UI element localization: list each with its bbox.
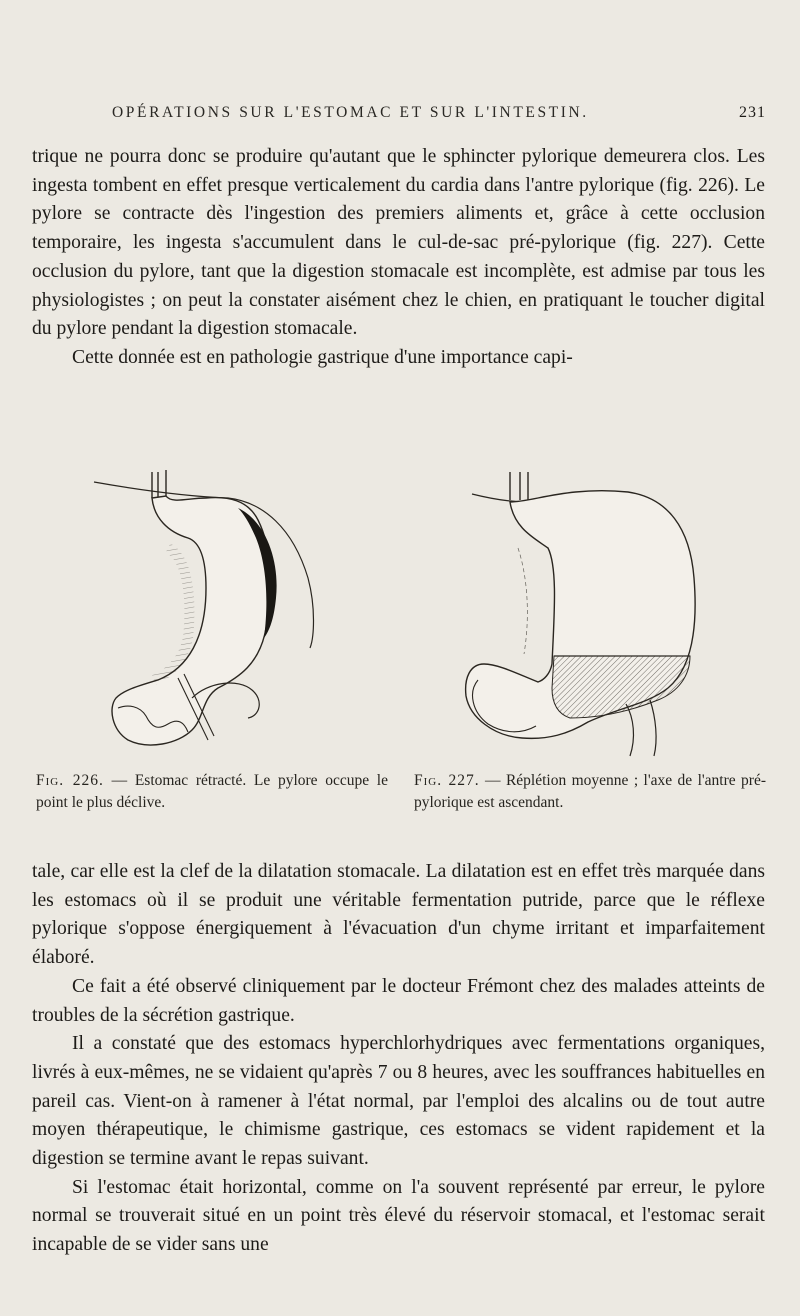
paragraph: tale, car elle est la clef de la dilatation stomacale. La dilatation est en effet très marquée dans les estomacs où il se produit une véritable fermentation putride, parce que le réflexe pylorique s'oppose énergiquement à l'évacuation d'un chyme irritant et imparfaitement élaboré.: [32, 861, 765, 969]
paragraph: Si l'estomac était horizontal, comme on l'a souvent représenté par erreur, le pylore normal se trouverait situé en un point très élevé du réservoir stomacal, et l'estomac serait incapable de se vider sans une: [32, 1176, 765, 1256]
figure-caption-text: — Estomac rétracté. Le pylore occupe le point le plus déclive.: [36, 772, 388, 811]
figure-227-caption: [414, 770, 766, 814]
paragraph: Il a constaté que des estomacs hyperchlorhydriques avec fermentations organiques, livrés à eux-mêmes, ne se vidaient qu'après 7 ou 8 heures, avec les souffrances habituelles en pareil cas. Vient-on à ramener à l'état normal, par l'emploi des alcalins ou de tout autre moyen thérapeutique, le chimisme gastrique, ces estomacs se vident rapidement et la digestion se termine avant le repas suivant.: [32, 1033, 765, 1170]
figure-label: Fig. 227.: [414, 772, 480, 789]
body-text-top: [32, 143, 765, 373]
figure-226-illustration: [88, 468, 328, 758]
figure-label: Fig. 226.: [36, 772, 104, 789]
paragraph: trique ne pourra donc se produire qu'autant que le sphincter pylorique demeurera clos. Les ingesta tombent en effet presque verticalement du cardia dans l'antre pylorique (fig. 226). Le pylore se contracte dès l'ingestion des premiers aliments et, grâce à cette occlusion temporaire, les ingesta s'accumulent dans le cul-de-sac pré-pylorique (fig. 227). Cette occlusion du pylore, tant que la digestion stomacale est incomplète, est admise par tous les physiologistes ; on peut la constater aisément chez le chien, en pratiquant le toucher digital du pylore pendant la digestion stomacale.: [32, 146, 765, 340]
paragraph: Ce fait a été observé cliniquement par le docteur Frémont chez des malades atteints de troubles de la sécrétion gastrique.: [32, 975, 765, 1026]
running-head: [32, 104, 768, 128]
figure-226-caption: [36, 770, 388, 814]
figure-227-illustration: [458, 468, 698, 758]
figure-caption-text: — Réplétion moyenne ; l'axe de l'antre pré-pylorique est ascendant.: [414, 772, 767, 811]
page-number: 231: [739, 104, 766, 121]
paragraph: Cette donnée est en pathologie gastrique d'une importance capi-: [72, 346, 573, 368]
body-text-bottom: [32, 858, 765, 1260]
running-title: OPÉRATIONS SUR L'ESTOMAC ET SUR L'INTESTIN.: [112, 104, 589, 121]
